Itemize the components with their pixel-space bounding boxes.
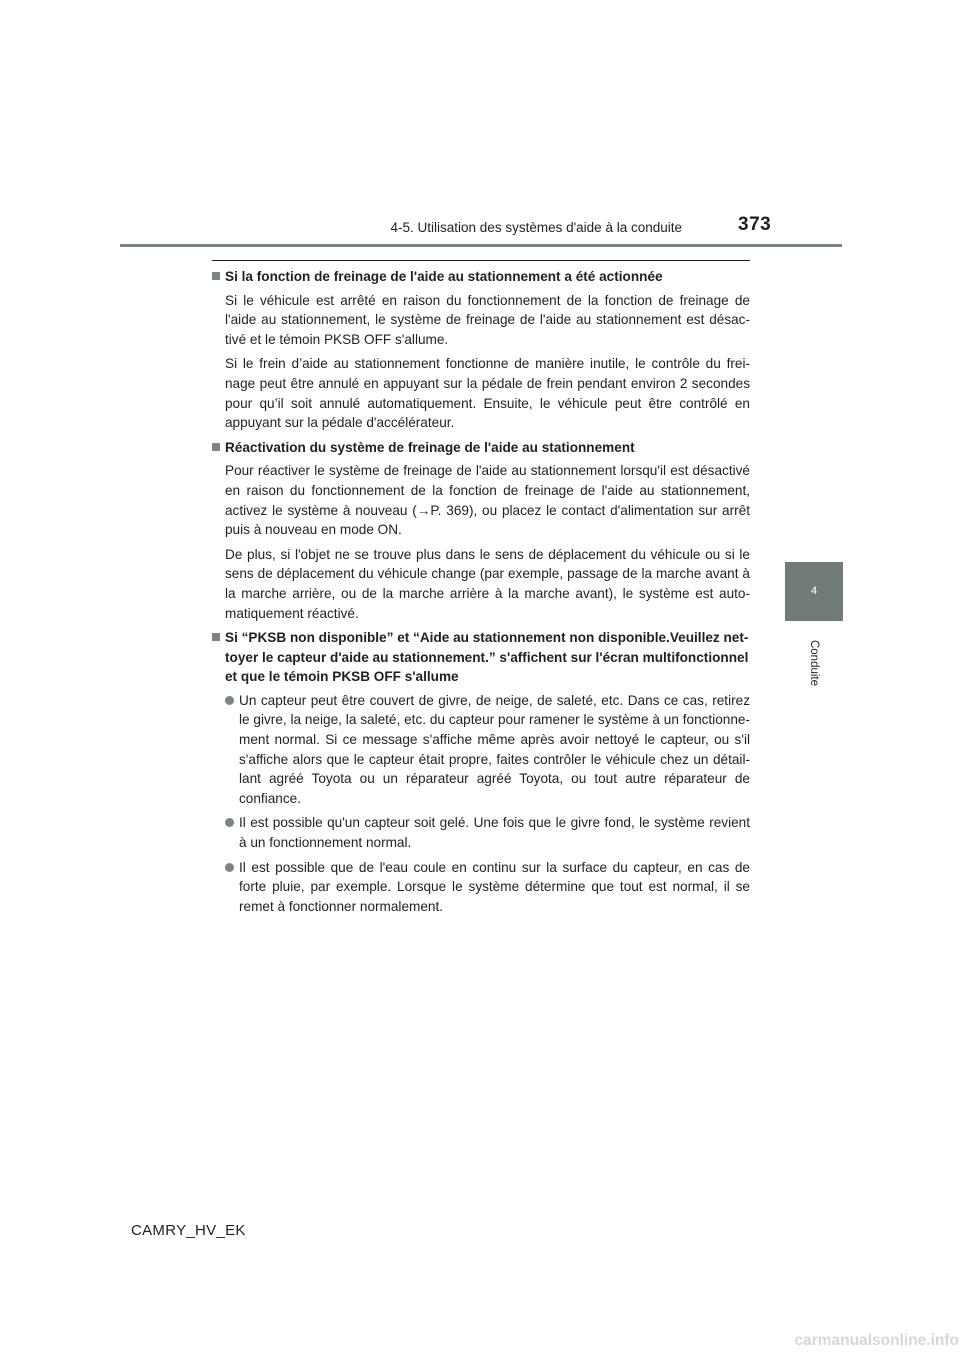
content-top-divider (212, 260, 750, 261)
paragraph: Si le véhicule est arrêté en raison du fonctionnement de la fonction de freinage de l'aide au stationnement, le système de freinage de l'aide au stationnement est désac-tivé et le témoin PKSB OFF s'allume. (225, 292, 750, 347)
square-bullet-icon (212, 633, 220, 641)
model-code: CAMRY_HV_EK (131, 1222, 246, 1239)
circle-bullet-icon (225, 818, 234, 827)
watermark: carmanualsonline.info (733, 1328, 959, 1354)
running-header-title: 4-5. Utilisation des systèmes d'aide à la conduite (390, 220, 682, 235)
section-heading: Réactivation du système de freinage de l'aide au stationnement (212, 438, 750, 458)
paragraph: Si le frein d’aide au stationnement fonctionne de manière inutile, le contrôle du frei-nage peut être annulé en appuyant sur la pédale de frein pendant environ 2 secondes pour qu’il soit annulé automatiquement. Ensuite, le véhicule peut être contrôlé en appuyant sur la pédale d'accélérateur. (225, 356, 750, 431)
page-number: 373 (738, 214, 772, 235)
circle-bullet-icon (225, 863, 234, 872)
section-pksb-unavailable (212, 628, 750, 916)
chapter-label: Conduite (808, 639, 820, 687)
list-item: Un capteur peut être couvert de givre, de neige, de saleté, etc. Dans ce cas, retirez le givre, la neige, la saleté, etc. du capteur pour ramener le système à un fonctionne-ment normal. Si ce message s'affiche même après avoir nettoyé le capteur, ou s'il s'affiche alors que le capteur était propre, faites contrôler le véhicule chez un détail-lant agréé Toyota ou un réparateur agréé Toyota, ou tout autre réparateur de confiance. (225, 691, 750, 809)
page-content (212, 267, 750, 921)
square-bullet-icon (212, 272, 220, 280)
section-parking-brake-activated (212, 267, 750, 433)
chapter-number: 4 (810, 585, 818, 597)
section-heading: Si “PKSB non disponible” et “Aide au stationnement non disponible.Veuillez net-toyer le capteur d'aide au stationnement.” s'affichent sur l'écran multifonctionnel et que le témoin PKSB OFF s'allume (212, 628, 750, 687)
header-divider (120, 244, 842, 247)
circle-bullet-icon (225, 696, 234, 705)
chapter-tab (785, 562, 843, 621)
list-item: Il est possible que de l'eau coule en continu sur la surface du capteur, en cas de forte pluie, par exemple. Lorsque le système détermine que tout est normal, il se remet à fonctionner normalement. (225, 858, 750, 917)
paragraph: Pour réactiver le système de freinage de l'aide au stationnement lorsqu'il est désactivé en raison du fonctionnement de la fonction de freinage de l'aide au stationnement, activez le système à nouveau (→P. 369), ou placez le contact d'alimentation sur arrêt puis à nouveau en mode ON. (225, 463, 750, 538)
section-reactivation (212, 438, 750, 623)
list-item: Il est possible qu'un capteur soit gelé. Une fois que le givre fond, le système revient à un fonctionnement normal. (225, 813, 750, 852)
paragraph: De plus, si l'objet ne se trouve plus dans le sens de déplacement du véhicule ou si le sens de déplacement du véhicule change (par exemple, passage de la marche avant à la marche arrière, ou de la marche arrière à la marche avant), le système est auto-matiquement réactivé. (225, 546, 750, 621)
section-heading: Si la fonction de freinage de l'aide au stationnement a été actionnée (212, 267, 750, 287)
square-bullet-icon (212, 443, 220, 451)
